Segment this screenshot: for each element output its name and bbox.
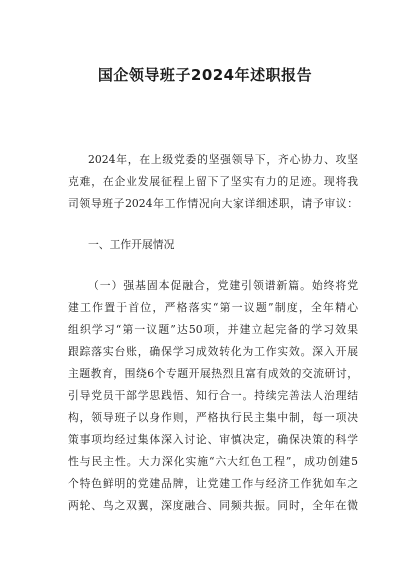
intro-line-1: 2024年，在上级党委的坚强领导下，齐心协力、攻坚 xyxy=(88,153,358,166)
section-heading: 一、工作开展情况 xyxy=(88,238,175,251)
body-line-1: （一）强基固本促融合，党建引领谱新篇。始终将党 xyxy=(88,279,358,292)
body-line-6: 引导党员干部学思践悟、知行合一。持续完善法人治理结 xyxy=(68,389,358,402)
intro-line-2: 克难，在企业发展征程上留下了坚实有力的足迹。现将我 xyxy=(68,175,358,188)
intro-line-3: 司领导班子2024年工作情况向大家详细述职，请予审议： xyxy=(68,197,358,210)
body-line-7: 构，领导班子以身作则，严格执行民主集中制，每一项决 xyxy=(68,411,358,424)
body-line-10: 个特色鲜明的党建品牌，让党建工作与经济工作犹如车之 xyxy=(68,477,358,490)
body-line-11: 两轮、鸟之双翼，深度融合、同频共振。同时，全年在微 xyxy=(68,499,358,512)
body-line-8: 策事项均经过集体深入讨论、审慎决定，确保决策的科学 xyxy=(68,433,358,446)
body-line-5: 主题教育，围绕6个专题开展热烈且富有成效的交流研讨， xyxy=(68,367,358,380)
body-line-4: 跟踪落实台账，确保学习成效转化为工作实效。深入开展 xyxy=(68,345,358,358)
document-title: 国企领导班子2024年述职报告 xyxy=(97,66,313,84)
body-line-9: 性与民主性。大力深化实施“六大红色工程”，成功创建5 xyxy=(68,455,358,468)
body-line-2: 建工作置于首位，严格落实“第一议题”制度，全年精心 xyxy=(68,301,358,314)
body-line-3: 组织学习“第一议题”达50项，并建立起完备的学习效果 xyxy=(68,323,358,336)
